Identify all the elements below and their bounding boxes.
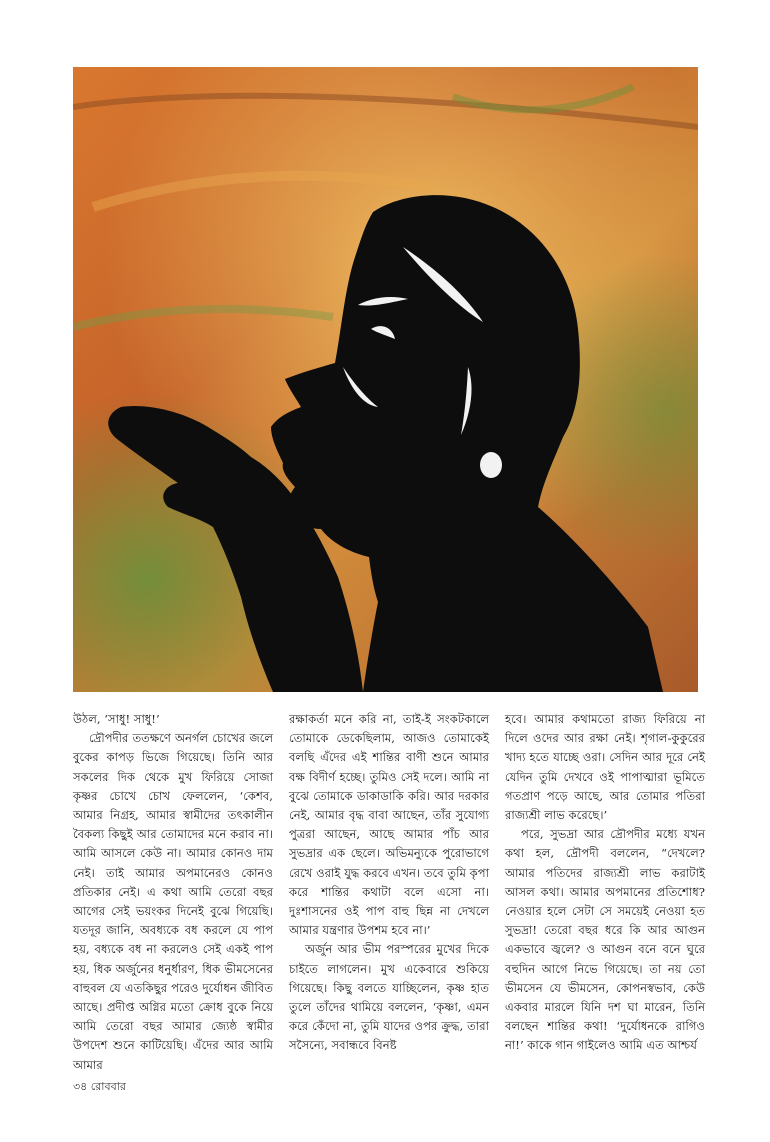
page-folio: ৩৪ রোববার [73,1080,126,1093]
text-column-2 [289,710,489,1056]
paragraph: রক্ষাকর্তা মনে করি না, তাই-ই সংকটকালে তোমাকে ডেকেছিলাম, আজও তোমাকেই বলছি এঁদের এই শান্তির বাণী শুনে আমার বক্ষ বিদীর্ণ হচ্ছে। তুমিও সেই দলে। আমি না বুঝে তোমাকে ডাকাডাকি করি। আর দরকার নেই, আমার বৃদ্ধ বাবা আছেন, তাঁর সুযোগ্য পুত্ররা আছেন, আছে আমার পাঁচ আর সুভদ্রার এক ছেলে। অভিমন্যুকে পুরোভাগে রেখে ওরাই যুদ্ধ করবে এখন। তবে তুমি কৃপা করে শান্তির কথাটা বলে এসো না। দুঃশাসনের ওই পাপ বাহু ছিন্ন না দেখলে আমার যন্ত্রণার উপশম হবে না।’ [289,712,489,938]
paragraph: পরে, সুভদ্রা আর দ্রৌপদীর মধ্যে যখন কথা হল, দ্রৌপদী বললেন, “দেখলে? আমার পতিদের রাজ্যশ্রী লাভ করাটাই আসল কথা। আমার অপমানের প্রতিশোধ? নেওয়ার হলে সেটা সে সময়েই নেওয়া হত সুভদ্রা! তেরো বছর ধরে কি আর আগুন একভাবে জ্বলে? ও আগুন বনে বনে ঘুরে বহুদিন আগে নিভে গিয়েছে। তা নয় তো ভীমসেন যে ভীমসেন, কোপনস্বভাব, কেউ একবার মারলে যিনি দশ ঘা মারেন, তিনি বলছেন শান্তির কথা! ‘দুর্যোধনকে রাগিও না!’ কাকে গান গাইলেও আমি এত আশ্চর্য [505,827,705,1053]
paragraph: হবে। আমার কথামতো রাজ্য ফিরিয়ে না দিলে ওদের আর রক্ষা নেই। শৃগাল-কুকুরের খাদ্য হতে যাচ্ছে ওরা। সেদিন আর দূরে নেই যেদিন তুমি দেখবে ওই পাপাত্মারা ভূমিতে গতপ্রাণ পড়ে আছে, আর তোমার পতিরা রাজ্যশ্রী লাভ করেছে।’ [505,712,705,823]
silhouette-illustration-icon [73,67,698,692]
paragraph: দ্রৌপদীর ততক্ষণে অনর্গল চোখের জলে বুকের কাপড় ভিজে গিয়েছে। তিনি আর সকলের দিক থেকে মুখ ফিরিয়ে সোজা কৃষ্ণর চোখে চোখ ফেললেন, ‘কেশব, আমার নিগ্রহ, আমার স্বামীদের তৎকালীন বৈকল্য কিছুই আর তোমাদের মনে করাব না। আমি আসলে কেউ না। আমার কোনও দাম নেই। তাই আমার অপমানেরও কোনও প্রতিকার নেই। এ কথা আমি তেরো বছর আগের সেই ভয়ংকর দিনেই বুঝে গিয়েছি। যতদূর জানি, অবধ্যকে বধ করলে যে পাপ হয়, বধ্যকে বধ না করলেও সেই একই পাপ হয়, ধিক অর্জুনের ধনুর্ধারণ, ধিক ভীমসেনের বাহুবল যে এতকিছুর পরেও দুর্যোধন জীবিত আছে। প্রদীপ্ত অগ্নির মতো ক্রোধ বুকে নিয়ে আমি তেরো বছর আমার জ্যেষ্ঠ স্বামীর উপদেশ শুনে কাটিয়েছি। এঁদের আর আমি আমার [73,731,273,1072]
silhouette-illustration [73,67,698,692]
text-column-3 [505,710,705,1056]
paragraph: উঠল, ‘সাধু! সাধু!’ [73,712,160,726]
text-column-1 [73,710,273,1075]
paragraph: অর্জুন আর ভীম পরস্পরের মুখের দিকে চাইতে লাগলেন। মুখ একেবারে শুকিয়ে গিয়েছে। কিছু বলতে যাচ্ছিলেন, কৃষ্ণ হাত তুলে তাঁদের থামিয়ে বললেন, ‘কৃষ্ণা, এমন করে কেঁদো না, তুমি যাদের ওপর ক্রুদ্ধ, তারা সসৈন্যে, সবান্ধবে বিনষ্ট [289,942,489,1053]
